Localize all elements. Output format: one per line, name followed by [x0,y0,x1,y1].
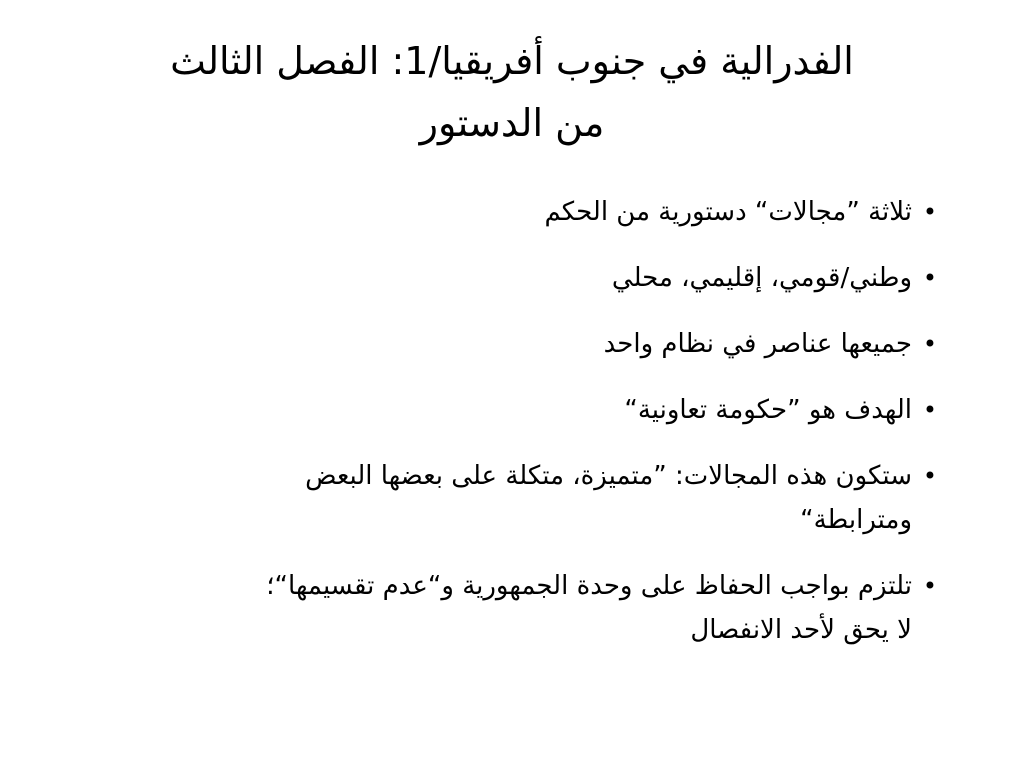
bullet-text-line-1: تلتزم بواجب الحفاظ على وحدة الجمهورية و“عدم تقسيمها“؛ [266,571,912,601]
bullet-item [80,190,940,234]
bullet-icon: • [922,462,938,490]
bullet-text: الهدف هو ”حكومة تعاونية“ [624,395,912,425]
bullet-item [80,322,940,366]
bullet-item [80,256,940,300]
slide-title [90,30,934,154]
bullet-icon: • [922,264,938,292]
bullet-text-line-1: ستكون هذه المجالات: ”متميزة، متكلة على بعضها البعض [305,461,912,491]
bullet-list [80,190,940,674]
bullet-item [80,388,940,432]
title-line-2: من الدستور [419,101,605,145]
bullet-icon: • [922,198,938,226]
bullet-text: جميعها عناصر في نظام واحد [603,329,912,359]
bullet-icon: • [922,572,938,600]
bullet-text: ثلاثة ”مجالات“ دستورية من الحكم [544,197,912,227]
bullet-icon: • [922,396,938,424]
bullet-item [80,564,940,652]
bullet-text-line-2: ومترابطة“ [800,505,912,535]
bullet-text: وطني/قومي، إقليمي، محلي [611,263,912,293]
bullet-text-line-2: لا يحق لأحد الانفصال [690,615,912,645]
title-line-1: الفدرالية في جنوب أفريقيا/1: الفصل الثالث [170,39,854,83]
bullet-icon: • [922,330,938,358]
bullet-item [80,454,940,542]
